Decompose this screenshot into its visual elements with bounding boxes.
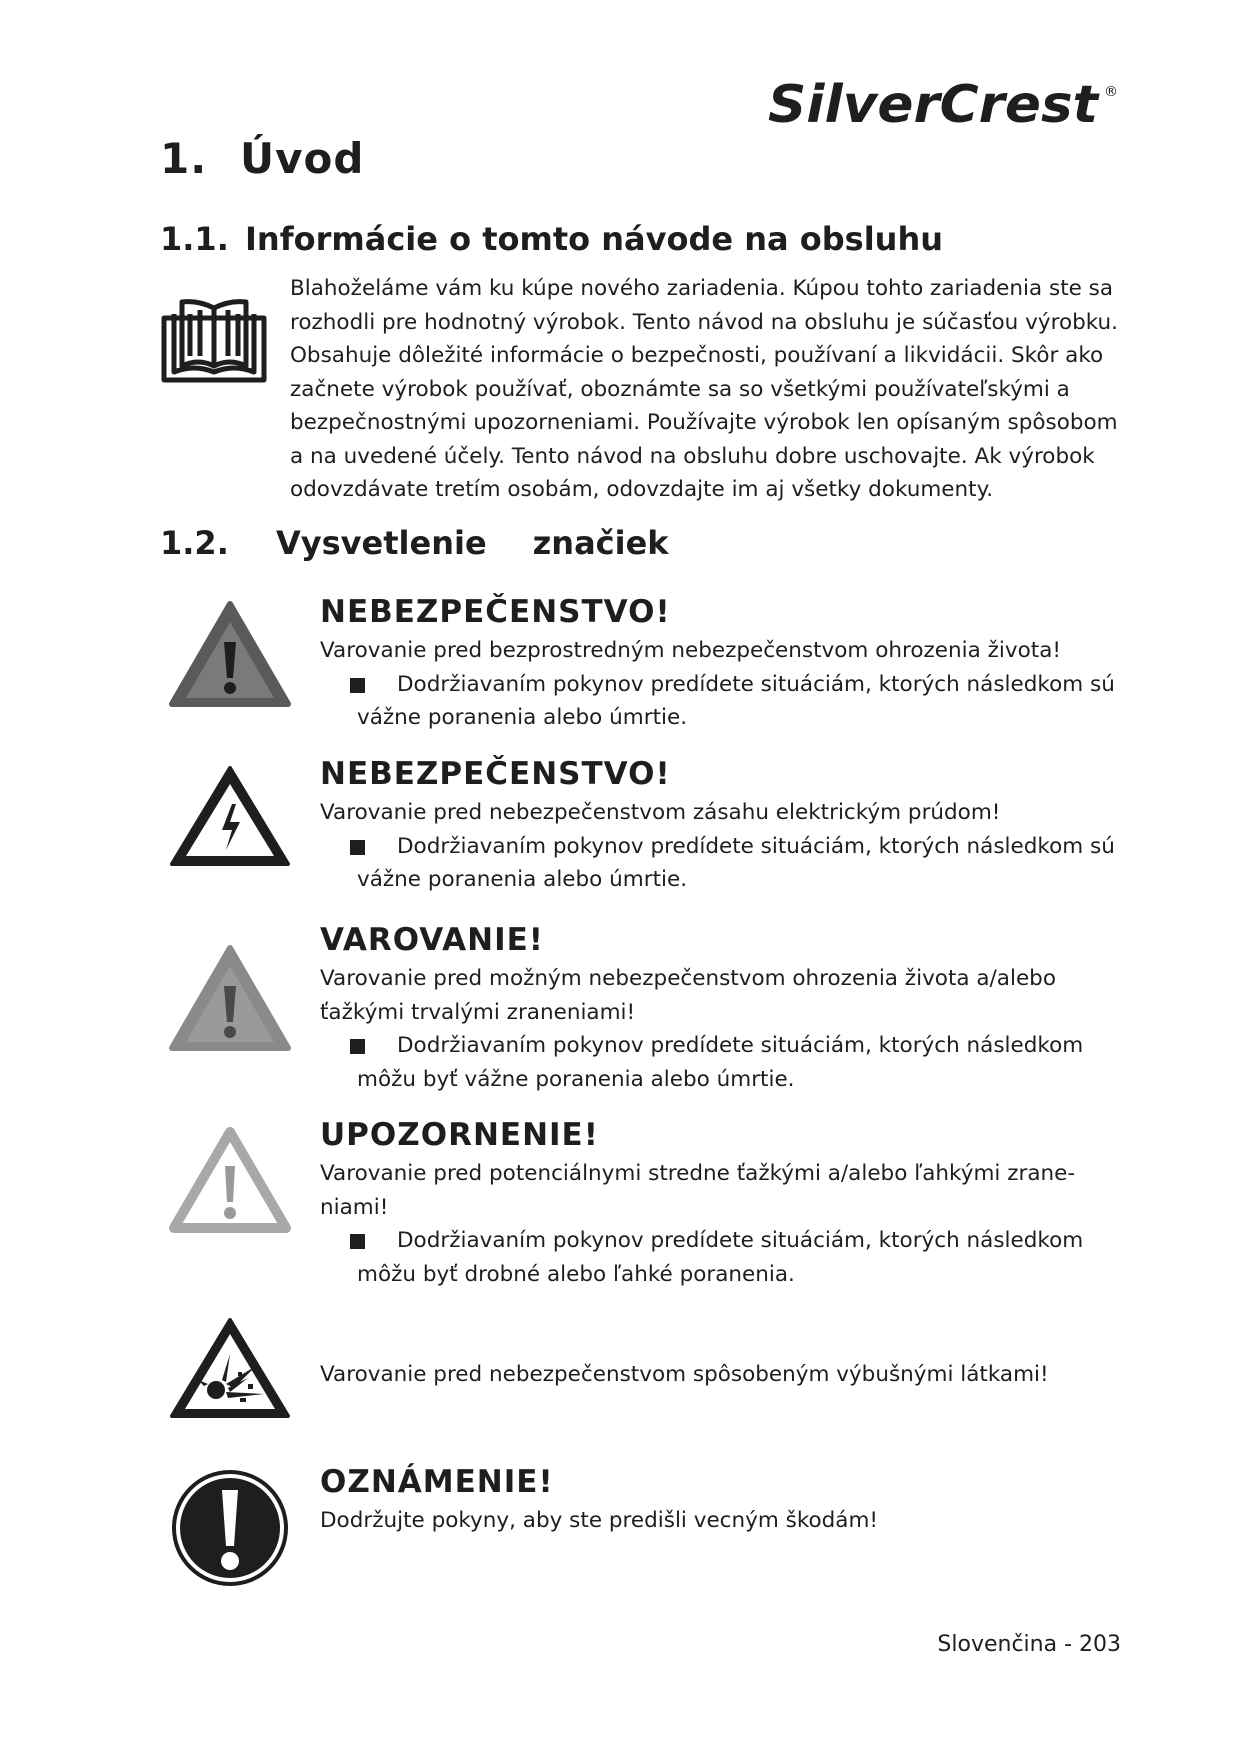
section-1-1-number: 1.1. (160, 220, 229, 258)
bullet-text-line1: Dodržiavaním pokynov predídete situáciám, ktorých následkom sú (397, 671, 1115, 697)
symbol-title: NEBEZPEČENSTVO! (320, 756, 671, 792)
notice-exclamation-circle-icon (168, 1466, 292, 1590)
brand-logo-mark (768, 66, 1128, 136)
symbol-description-line2: niami! (320, 1194, 389, 1220)
section-1-2-title-word2: značiek (532, 524, 669, 562)
symbol-description: Varovanie pred nebezpečenstvom zásahu elektrickým prúdom! (320, 800, 1001, 825)
bullet-square-icon (350, 1234, 365, 1249)
symbol-notice-block (320, 1462, 1130, 1538)
bullet-text-line2: môžu byť vážne poranenia alebo úmrtie. (357, 1066, 795, 1092)
symbol-description-line1: Varovanie pred potenciálnymi stredne ťažkými a/alebo ľahkými zrane- (320, 1161, 1076, 1186)
symbol-title: VAROVANIE! (320, 922, 544, 958)
bullet-text-line1: Dodržiavaním pokynov predídete situáciám, ktorých následkom (397, 1033, 1084, 1058)
chapter-heading (160, 134, 364, 183)
symbol-title: UPOZORNENIE! (320, 1117, 599, 1153)
symbol-description: Dodržujte pokyny, aby ste predišli vecným škodám! (320, 1508, 879, 1533)
intro-paragraph: Blahoželáme vám ku kúpe nového zariadenia. Kúpou tohto zariadenia ste sa rozhodli pre hodnotný výrobok. Tento návod na obsluhu je súčasťou výrobku. Obsahuje dôležité informácie o bezpečnosti, používaní a likvidácii. Skôr ako začnete výrobok používať, oboznámte sa so všetkými používateľskými a bezpečnostnými upozorneniami. Používajte výrobok len opísaným spôsobom a na uvedené účely. Tento návod na obsluhu dobre uschovajte. Ak výrobok odovzdávate tretím osobám, odovzdajte im aj všetky dokumenty. (290, 276, 1119, 502)
symbol-description-line2: ťažkými trvalými zraneniami! (320, 999, 636, 1025)
section-1-2-heading (160, 524, 669, 562)
symbol-warning-block (320, 920, 1130, 1096)
page-footer: Slovenčina - 203 (937, 1632, 1121, 1657)
bullet-text-line2: môžu byť drobné alebo ľahké poranenia. (357, 1261, 795, 1287)
symbol-bullet (320, 1224, 1130, 1291)
electric-shock-triangle-icon (168, 762, 292, 870)
brand-name: SilverCrest (768, 75, 1101, 135)
manual-book-icon (160, 292, 268, 384)
symbol-title: NEBEZPEČENSTVO! (320, 594, 671, 630)
explosive-triangle-icon (168, 1314, 292, 1422)
bullet-text-line2: vážne poranenia alebo úmrtie. (357, 705, 688, 730)
bullet-text-line1: Dodržiavaním pokynov predídete situáciám, ktorých následkom sú (397, 833, 1115, 859)
danger-warning-triangle-icon (168, 600, 292, 708)
section-1-2-number: 1.2. (160, 524, 229, 562)
section-1-2-title-word1: Vysvetlenie (276, 524, 487, 562)
symbol-danger-block (320, 592, 1130, 735)
symbol-bullet (320, 668, 1130, 735)
section-1-1-title: Informácie o tomto návode na obsluhu (245, 220, 943, 258)
registered-mark: ® (1104, 84, 1118, 100)
bullet-square-icon (350, 678, 365, 693)
symbol-title: OZNÁMENIE! (320, 1464, 554, 1500)
symbol-description-line1: Varovanie pred možným nebezpečenstvom ohrozenia života a/alebo (320, 966, 1056, 991)
section-1-1-heading (160, 220, 943, 258)
caution-triangle-icon (168, 1126, 292, 1234)
silvercrest-logo (768, 66, 1128, 136)
bullet-square-icon (350, 840, 365, 855)
symbol-bullet (320, 830, 1130, 897)
bullet-square-icon (350, 1039, 365, 1054)
symbol-caution-block (320, 1115, 1130, 1291)
chapter-title: Úvod (240, 134, 365, 183)
symbol-bullet (320, 1029, 1130, 1096)
warning-triangle-icon (168, 944, 292, 1052)
symbol-description: Varovanie pred bezprostredným nebezpečenstvom ohrozenia života! (320, 638, 1061, 663)
bullet-text-line1: Dodržiavaním pokynov predídete situáciám, ktorých následkom (397, 1228, 1084, 1253)
symbol-description: Varovanie pred nebezpečenstvom spôsobeným výbušnými látkami! (320, 1362, 1049, 1387)
symbol-explosive-block (320, 1358, 1130, 1392)
bullet-text-line2: vážne poranenia alebo úmrtie. (357, 867, 688, 892)
chapter-number: 1. (160, 134, 208, 183)
symbol-electric-block (320, 754, 1130, 897)
